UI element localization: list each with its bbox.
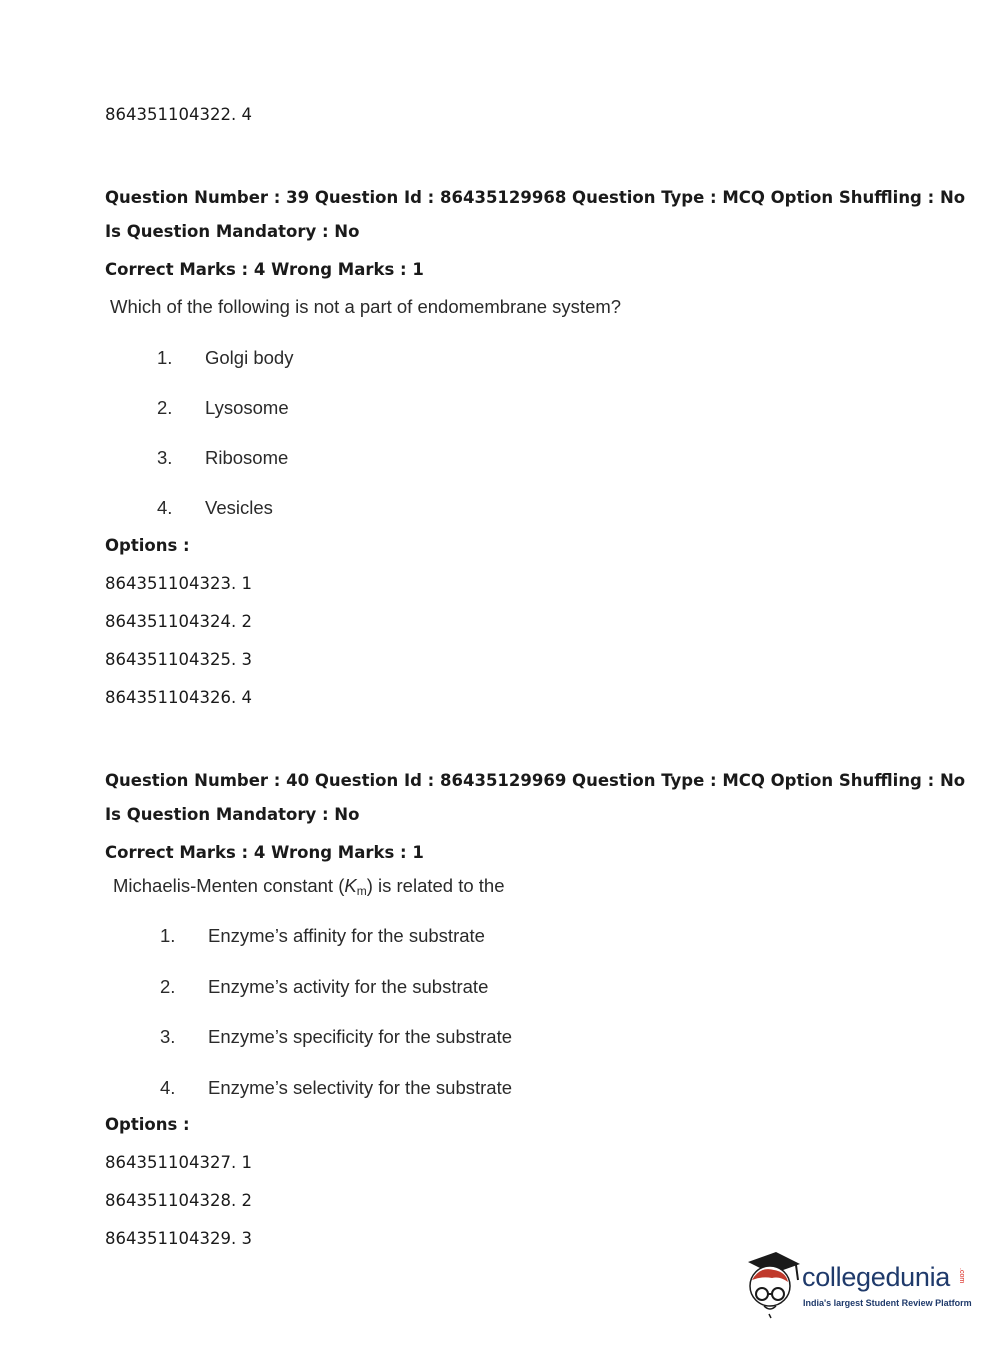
question-39-option-2: 864351104324. 2 (105, 612, 252, 631)
choice-text: Enzyme’s activity for the substrate (208, 976, 489, 997)
collegedunia-logo (740, 1250, 970, 1320)
choice-text: Vesicles (205, 497, 273, 518)
question-39-options-label: Options : (105, 536, 190, 555)
question-39-mandatory: Is Question Mandatory : No (105, 222, 360, 241)
question-40-text-pre: Michaelis-Menten constant ( (113, 875, 345, 896)
logo-wordmark: collegedunia (802, 1262, 951, 1292)
choice-number: 3. (157, 447, 173, 468)
choice-number: 2. (157, 397, 173, 418)
question-40-text-post: ) is related to the (366, 875, 505, 896)
choice-text: Lysosome (205, 397, 289, 418)
question-40-text (113, 875, 505, 902)
logo-suffix: .com (958, 1268, 965, 1284)
choice-number: 3. (160, 1026, 176, 1047)
choice-number: 2. (160, 976, 176, 997)
mascot-icon (740, 1250, 802, 1320)
question-39-marks: Correct Marks : 4 Wrong Marks : 1 (105, 260, 424, 279)
question-40-mandatory: Is Question Mandatory : No (105, 805, 360, 824)
choice-number: 4. (160, 1077, 176, 1098)
logo-tagline: India's largest Student Review Platform (803, 1298, 972, 1308)
km-symbol: K (344, 875, 357, 896)
question-40-options-label: Options : (105, 1115, 190, 1134)
choice-text: Golgi body (205, 347, 294, 368)
choice-number: 1. (160, 925, 176, 946)
question-39-option-4: 864351104326. 4 (105, 688, 252, 707)
question-39-option-1: 864351104323. 1 (105, 574, 252, 593)
option-line-prev: 864351104322. 4 (105, 105, 252, 124)
choice-text: Enzyme’s selectivity for the substrate (208, 1077, 513, 1098)
question-40-option-3: 864351104329. 3 (105, 1229, 252, 1248)
question-39-option-3: 864351104325. 3 (105, 650, 252, 669)
km-subscript: m (356, 884, 367, 898)
choice-text: Ribosome (205, 447, 289, 468)
question-40-header: Question Number : 40 Question Id : 86435129969 Question Type : MCQ Option Shuffling : No (105, 771, 966, 790)
question-39-header: Question Number : 39 Question Id : 86435129968 Question Type : MCQ Option Shuffling : No (105, 188, 966, 207)
question-39-text: Which of the following is not a part of endomembrane system? (110, 296, 622, 317)
question-40-option-2: 864351104328. 2 (105, 1191, 252, 1210)
question-40-marks: Correct Marks : 4 Wrong Marks : 1 (105, 843, 424, 862)
choice-text: Enzyme’s affinity for the substrate (208, 925, 485, 946)
choice-number: 1. (157, 347, 173, 368)
choice-number: 4. (157, 497, 173, 518)
choice-text: Enzyme’s specificity for the substrate (208, 1026, 513, 1047)
question-40-option-1: 864351104327. 1 (105, 1153, 252, 1172)
